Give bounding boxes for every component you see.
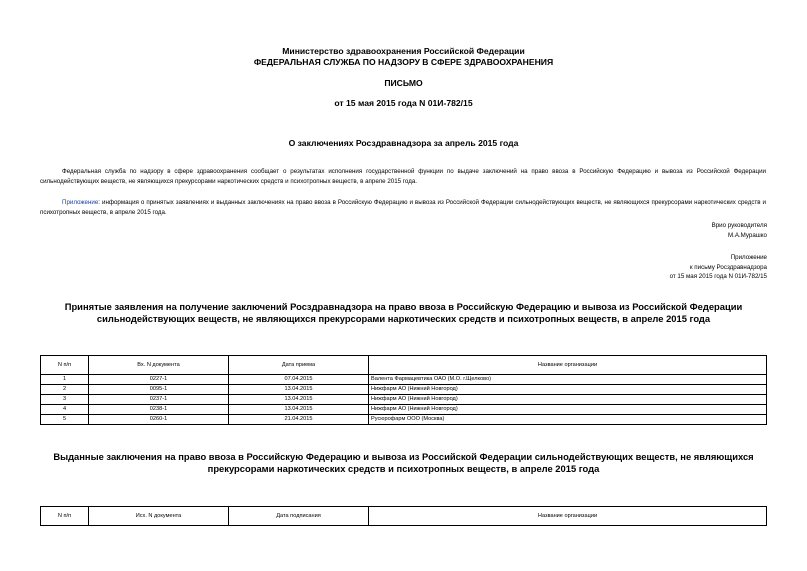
signature-name: М.А.Мурашко: [727, 231, 767, 239]
table-header-row: [41, 507, 767, 526]
cell-doc-number: 0238-1: [89, 405, 229, 415]
issued-conclusions-table: [40, 506, 767, 526]
cell-number: 4: [41, 405, 89, 415]
cell-doc-number: 0237-1: [89, 395, 229, 405]
col-doc-number: Исх. N документа: [89, 507, 229, 526]
col-number: N п/п: [41, 356, 89, 375]
received-applications-table: [40, 355, 767, 425]
cell-number: 3: [41, 395, 89, 405]
cell-doc-number: 0095-1: [89, 385, 229, 395]
table-row: [41, 385, 767, 395]
col-date: Дата приема: [229, 356, 369, 375]
col-number: N п/п: [41, 507, 89, 526]
cell-date: 13.04.2015: [229, 395, 369, 405]
cell-number: 1: [41, 375, 89, 385]
cell-organization: Валента Фармацевтика ОАО (М.О. г.Щелково): [369, 375, 767, 385]
section1-title-line1: Принятые заявления на получение заключений Росздравнадзора на право ввоза в Российскую Федерацию и вывоза из Российской Федерации: [64, 301, 743, 312]
cell-doc-number: 0227-1: [89, 375, 229, 385]
appendix-line-3: от 15 мая 2015 года N 01И-782/15: [669, 273, 767, 280]
section2-title-line1: Выданные заключения на право ввоза в Российскую Федерацию и вывоза из Российской Федерации сильнодействующих веществ, не являющихся: [53, 451, 754, 462]
table-row: [41, 395, 767, 405]
cell-number: 5: [41, 415, 89, 425]
cell-organization: Нижфарм АО (Нижний Новгород): [369, 405, 767, 415]
table-row: [41, 405, 767, 415]
appendix-block: [670, 253, 767, 282]
cell-date: 13.04.2015: [229, 385, 369, 395]
cell-date: 13.04.2015: [229, 405, 369, 415]
cell-organization: Нижфарм АО (Нижний Новгород): [369, 385, 767, 395]
col-doc-number: Вх. N документа: [89, 356, 229, 375]
letter-subject: О заключениях Росздравнадзора за апрель 2015 года: [288, 138, 519, 148]
service-name: ФЕДЕРАЛЬНАЯ СЛУЖБА ПО НАДЗОРУ В СФЕРЕ ЗДРАВООХРАНЕНИЯ: [253, 57, 554, 67]
signature-position: Врио руководителя: [711, 222, 767, 229]
attachment-text: : информация о принятых заявлениях и выданных заключениях на право ввоза в Российскую Федерацию и вывоза из Российской Федерации сильнодействующих веществ, не являющихся прекурсорами наркотических средств и психотропных веществ, в апреле 2015 года.: [40, 199, 766, 216]
cell-doc-number: 0260-1: [89, 415, 229, 425]
body-paragraph-text: Федеральная служба по надзору в сфере здравоохранения сообщает о результатах исполнения государственной функции по выдаче заключений на право ввоза в Российскую Федерацию и вывоза из Российской Федерации сильнодействующих веществ, не являющихся прекурсорами наркотических средств и психотропных веществ, в апреле 2015 года.: [40, 168, 766, 185]
body-paragraph: [40, 167, 766, 187]
col-organization: Название организации: [369, 356, 767, 375]
attachment-paragraph: [40, 198, 766, 218]
table-row: [41, 415, 767, 425]
col-signing-date: Дата подписания: [229, 507, 369, 526]
cell-date: 07.04.2015: [229, 375, 369, 385]
signature-block: [712, 221, 767, 240]
cell-organization: Нижфарм АО (Нижний Новгород): [369, 395, 767, 405]
appendix-line-1: Приложение: [730, 254, 767, 261]
cell-date: 21.04.2015: [229, 415, 369, 425]
document-type: ПИСЬМО: [384, 78, 423, 88]
table-row: [41, 375, 767, 385]
cell-organization: Русюрофарм ООО (Москва): [369, 415, 767, 425]
appendix-line-2: к письму Росздравнадзора: [689, 263, 767, 271]
section2-title-line2: прекурсорами наркотических средств и психотропных веществ, в апреле 2015 года: [207, 463, 600, 474]
cell-number: 2: [41, 385, 89, 395]
table-header-row: [41, 356, 767, 375]
ministry-name: Министерство здравоохранения Российской Федерации: [282, 46, 525, 56]
attachment-link[interactable]: Приложение: [62, 199, 99, 206]
col-organization: Название организации: [369, 507, 767, 526]
section1-title-line2: сильнодействующих веществ, не являющихся прекурсорами наркотических средств и психотропных веществ, в апреле 2015 года: [96, 313, 711, 324]
document-date: от 15 мая 2015 года N 01И-782/15: [334, 98, 473, 108]
